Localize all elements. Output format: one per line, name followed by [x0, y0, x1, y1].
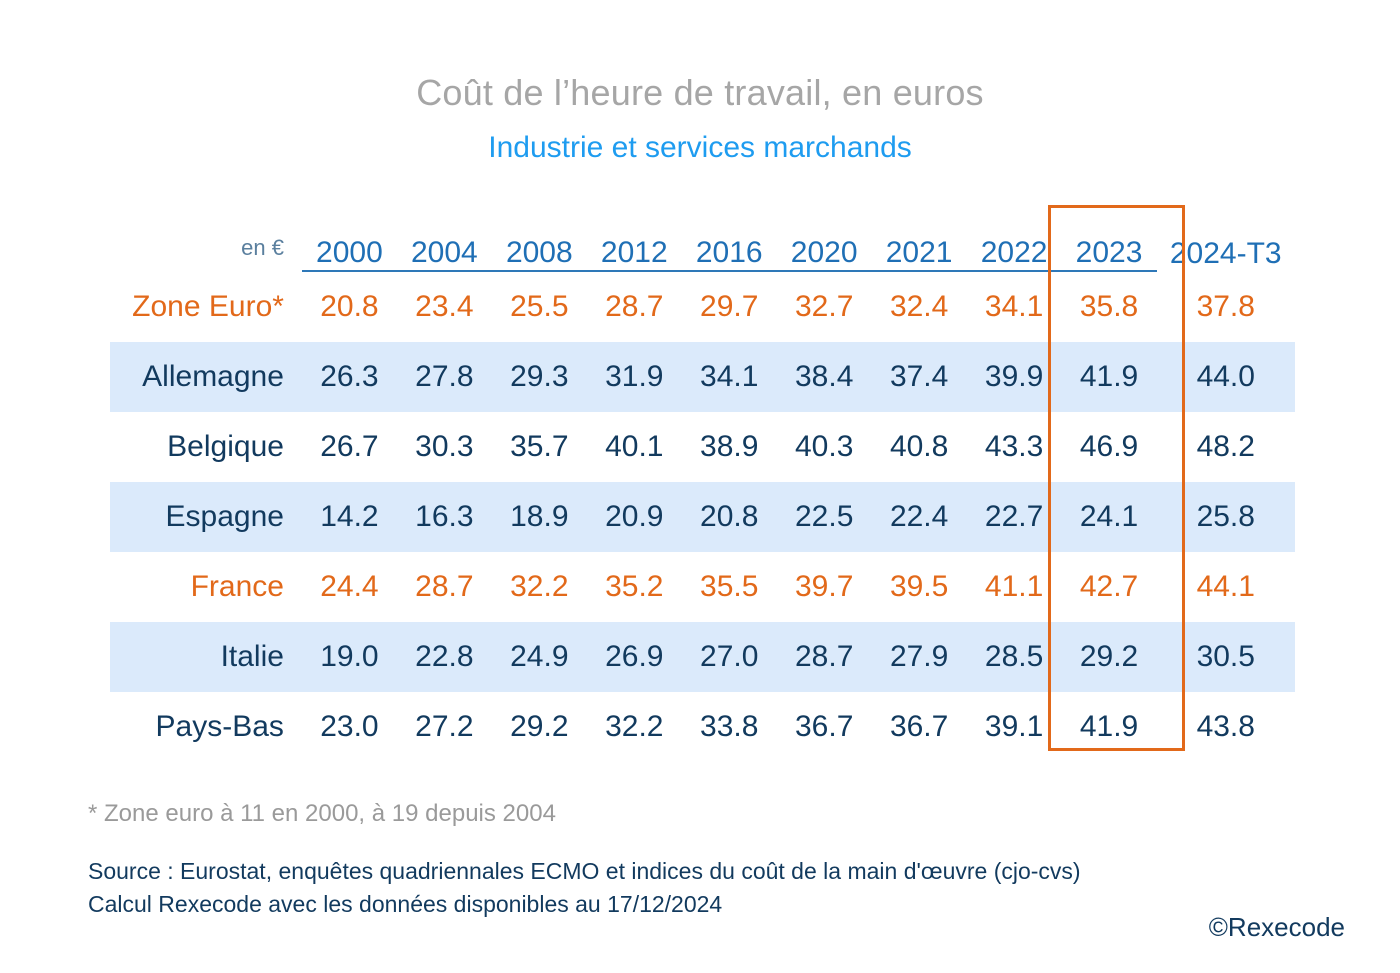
cell: 14.2	[302, 482, 397, 552]
cell: 26.7	[320, 430, 379, 463]
cell: 32.7	[794, 290, 854, 323]
column-header-2012: 2012	[587, 205, 682, 271]
column-header-2024-t3: 2024-T3	[1169, 237, 1282, 270]
cell: 28.7	[605, 290, 664, 323]
table-row	[110, 271, 1295, 342]
row-label-france: France	[190, 570, 284, 603]
table-row	[110, 342, 1295, 412]
cell: 34.1	[984, 290, 1044, 323]
cell: 33.8	[700, 710, 759, 743]
cell: 36.7	[794, 710, 854, 743]
column-header-2004: 2004	[397, 205, 492, 271]
column-header-2021: 2021	[872, 205, 967, 271]
column-header-2023: 2023	[1062, 205, 1157, 271]
cell: 44.1	[1196, 570, 1255, 603]
column-header-2022: 2022	[967, 205, 1062, 271]
cell: 30.3	[415, 430, 474, 463]
chart-subtitle: Industrie et services marchands	[488, 131, 912, 164]
table-row	[110, 552, 1295, 622]
cell: 24.4	[320, 570, 379, 603]
chart-title: Coût de l’heure de travail, en euros	[416, 72, 984, 113]
cell: 39.1	[984, 710, 1044, 743]
cell: 29.2	[510, 710, 569, 743]
cell: 25.8	[1157, 482, 1295, 552]
row-label-pays-bas: Pays-Bas	[155, 710, 284, 743]
cell: 22.4	[872, 482, 967, 552]
cell: 22.5	[777, 482, 872, 552]
cell: 28.7	[777, 622, 872, 692]
cell: 35.2	[605, 570, 664, 603]
cell: 20.8	[682, 482, 777, 552]
cell: 37.8	[1196, 289, 1255, 323]
table-row	[110, 412, 1295, 482]
data-table-container	[0, 205, 1400, 762]
cell: 39.9	[967, 342, 1062, 412]
cell: 16.3	[397, 482, 492, 552]
footnote: * Zone euro à 11 en 2000, à 19 depuis 2004	[88, 800, 556, 827]
cell: 29.2	[1062, 622, 1157, 692]
cell: 20.9	[587, 482, 682, 552]
row-label-italie: Italie	[110, 622, 302, 692]
cell: 41.1	[984, 570, 1044, 603]
source-note	[88, 855, 1081, 922]
source-line-2: Calcul Rexecode avec les données disponibles au 17/12/2024	[88, 891, 723, 918]
source-line-1: Source : Eurostat, enquêtes quadriennales ECMO et indices du coût de la main d'œuvre (cjo-cvs)	[88, 858, 1081, 884]
row-label-espagne: Espagne	[110, 482, 302, 552]
cell: 27.9	[872, 622, 967, 692]
cell: 20.8	[320, 290, 379, 323]
column-header-2020: 2020	[777, 205, 872, 271]
cell: 38.4	[777, 342, 872, 412]
data-table	[110, 205, 1295, 762]
copyright-label: ©Rexecode	[1208, 912, 1345, 942]
cell: 24.9	[492, 622, 587, 692]
column-header-2000: 2000	[302, 205, 397, 271]
row-label-allemagne: Allemagne	[110, 342, 302, 412]
cell: 26.3	[302, 342, 397, 412]
cell: 37.4	[872, 342, 967, 412]
cell: 24.1	[1062, 482, 1157, 552]
cell: 48.2	[1196, 430, 1255, 463]
column-header-2016: 2016	[682, 205, 777, 271]
cell: 46.9	[1079, 430, 1139, 463]
table-row	[110, 622, 1295, 692]
cell: 29.3	[492, 342, 587, 412]
cell: 40.3	[794, 430, 854, 463]
cell: 23.0	[320, 710, 379, 743]
cell: 27.2	[415, 710, 474, 743]
cell: 39.7	[794, 570, 854, 603]
cell: 25.5	[510, 290, 569, 323]
cell: 26.9	[587, 622, 682, 692]
cell: 28.7	[415, 570, 474, 603]
cell: 27.0	[682, 622, 777, 692]
cell: 32.2	[510, 570, 569, 603]
cell: 19.0	[302, 622, 397, 692]
cell: 44.0	[1157, 342, 1295, 412]
cell: 28.5	[967, 622, 1062, 692]
cell: 38.9	[700, 430, 759, 463]
cell: 36.7	[889, 710, 949, 743]
row-label-zone-euro: Zone Euro*	[132, 289, 284, 323]
cell: 35.5	[700, 570, 759, 603]
cell: 18.9	[492, 482, 587, 552]
cell: 30.5	[1157, 622, 1295, 692]
table-header	[110, 205, 1295, 271]
cell: 22.7	[967, 482, 1062, 552]
unit-label: en €	[241, 235, 284, 260]
cell: 34.1	[682, 342, 777, 412]
row-label-belgique: Belgique	[167, 430, 284, 463]
cell: 31.9	[587, 342, 682, 412]
table-body	[110, 271, 1295, 762]
cell: 40.8	[889, 430, 949, 463]
cell: 43.8	[1196, 710, 1255, 743]
cell: 39.5	[889, 570, 949, 603]
cell: 43.3	[984, 430, 1044, 463]
cell: 32.4	[889, 290, 949, 323]
cell: 35.7	[510, 430, 569, 463]
table-row	[110, 482, 1295, 552]
table-header-row	[110, 205, 1295, 271]
cell: 29.7	[700, 290, 759, 323]
cell: 32.2	[605, 710, 664, 743]
cell: 41.9	[1062, 342, 1157, 412]
cell: 41.9	[1079, 710, 1139, 743]
cell: 40.1	[605, 430, 664, 463]
cell: 35.8	[1079, 290, 1139, 323]
cell: 23.4	[415, 290, 474, 323]
column-header-2008: 2008	[492, 205, 587, 271]
cell: 27.8	[397, 342, 492, 412]
cell: 42.7	[1079, 570, 1139, 603]
cell: 22.8	[397, 622, 492, 692]
table-row	[110, 692, 1295, 762]
